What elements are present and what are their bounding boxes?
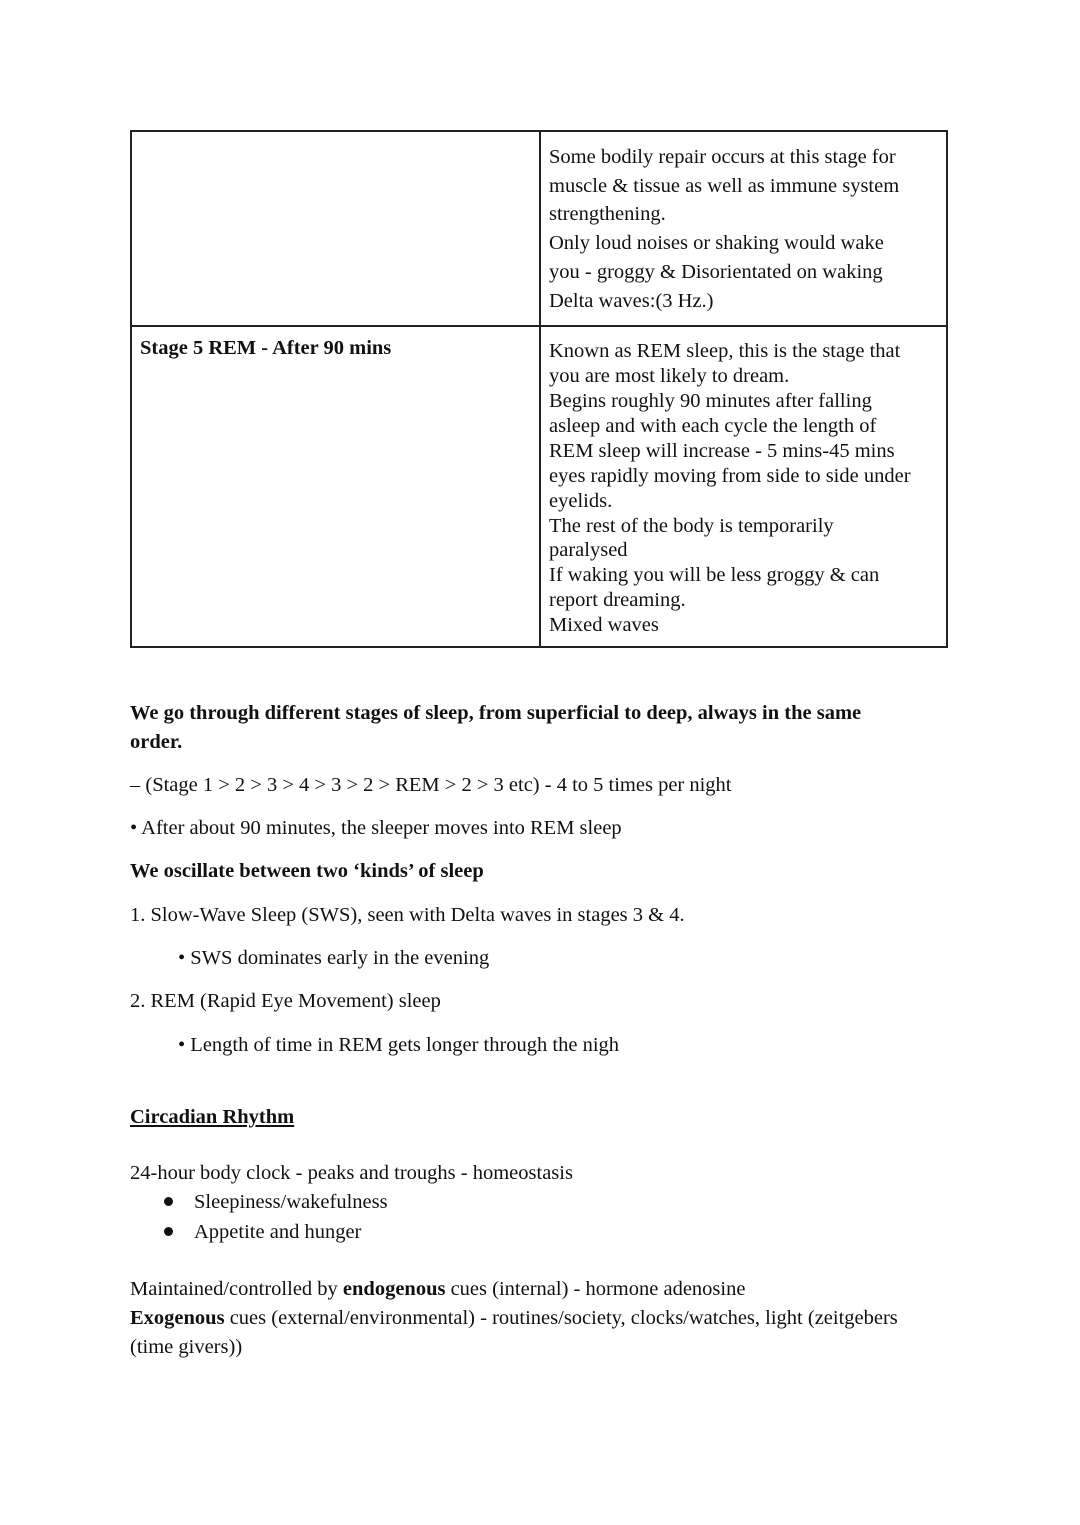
cell-line: If waking you will be less groggy & can	[549, 564, 880, 587]
stages-heading-line1: We go through different stages of sleep, from superficial to deep, always in the same	[130, 702, 862, 724]
table-cell-stage	[131, 131, 540, 326]
cell-line: you - groggy & Disorientated on waking	[549, 260, 883, 283]
cell-line: eyelids.	[549, 489, 613, 512]
stages-heading-line2: order.	[130, 731, 183, 753]
cell-line: strengthening.	[549, 203, 666, 226]
list-item: Sleepiness/wakefulness	[164, 1191, 388, 1214]
rem-item: 2. REM (Rapid Eye Movement) sleep	[130, 990, 441, 1012]
cell-line: Known as REM sleep, this is the stage that	[549, 340, 901, 363]
list-item: Appetite and hunger	[164, 1221, 361, 1244]
exogenous-line: Exogenous cues (external/environmental) - routines/society, clocks/watches, light (zeitgebers	[130, 1307, 898, 1329]
table-row	[131, 131, 947, 326]
table-row	[131, 326, 947, 647]
after-90-note: • After about 90 minutes, the sleeper moves into REM sleep	[130, 817, 622, 839]
cell-line: Delta waves:(3 Hz.)	[549, 289, 714, 312]
cell-line: The rest of the body is temporarily	[549, 514, 834, 537]
cell-line: Mixed waves	[549, 614, 659, 637]
circadian-title: Circadian Rhythm	[130, 1106, 295, 1128]
circadian-intro: 24-hour body clock - peaks and troughs - homeostasis	[130, 1162, 573, 1184]
cell-line: Some bodily repair occurs at this stage for	[549, 146, 896, 168]
table-cell-description	[540, 131, 947, 326]
cell-line: you are most likely to dream.	[549, 365, 790, 388]
oscillate-heading: We oscillate between two ‘kinds’ of sleep	[130, 860, 484, 882]
sws-item: 1. Slow-Wave Sleep (SWS), seen with Delta waves in stages 3 & 4.	[130, 904, 685, 926]
cell-line: report dreaming.	[549, 589, 686, 612]
sws-bullet: • SWS dominates early in the evening	[178, 947, 490, 969]
stage-5-label: Stage 5 REM - After 90 mins	[140, 337, 392, 360]
cell-line: asleep and with each cycle the length of	[549, 414, 877, 437]
cell-line: REM sleep will increase - 5 mins-45 mins	[549, 439, 895, 462]
cell-line: Begins roughly 90 minutes after falling	[549, 390, 872, 413]
cell-line: paralysed	[549, 539, 628, 562]
endogenous-line: Maintained/controlled by endogenous cues (internal) - hormone adenosine	[130, 1278, 746, 1300]
cell-line: Only loud noises or shaking would wake	[549, 232, 884, 255]
bullet-icon	[164, 1227, 173, 1236]
table-cell-stage	[131, 326, 540, 647]
table-cell-description	[540, 326, 947, 647]
sleep-stages-table	[130, 130, 948, 648]
rem-bullet: • Length of time in REM gets longer through the nigh	[178, 1034, 620, 1056]
cell-line: muscle & tissue as well as immune system	[549, 174, 900, 197]
stage-sequence: – (Stage 1 > 2 > 3 > 4 > 3 > 2 > REM > 2 > 3 etc) - 4 to 5 times per night	[130, 774, 732, 796]
exogenous-line-2: (time givers))	[130, 1336, 243, 1358]
bullet-icon	[164, 1197, 173, 1206]
cell-line: eyes rapidly moving from side to side under	[549, 464, 911, 487]
